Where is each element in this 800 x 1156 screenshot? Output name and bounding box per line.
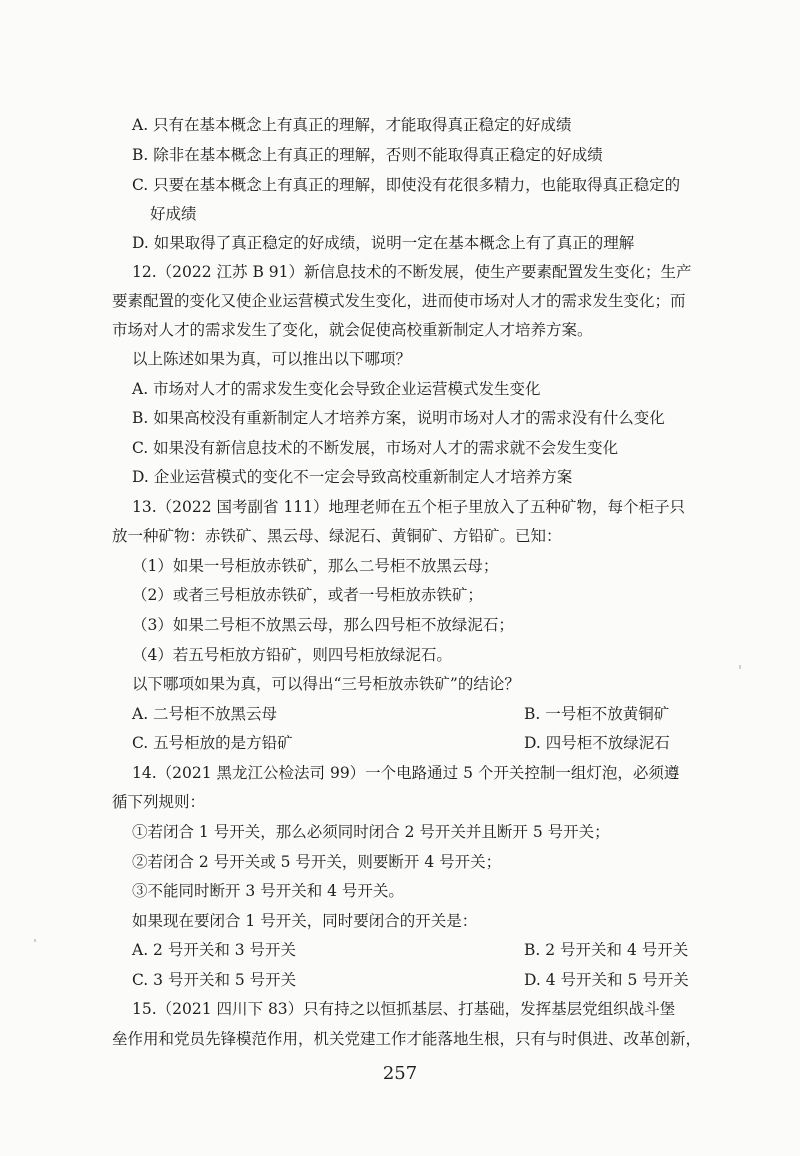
q13-option-d: D. 四号柜不放绿泥石	[524, 734, 670, 752]
q14-options-row-2	[132, 970, 712, 990]
q13-condition-1: （1）如果一号柜放赤铁矿，那么二号柜不放黑云母；	[132, 557, 499, 575]
q12-option-d: D. 企业运营模式的变化不一定会导致高校重新制定人才培养方案	[132, 468, 573, 486]
q13-condition-3: （3）如果二号柜不放黑云母，那么四号柜不放绿泥石；	[132, 616, 514, 634]
q13-option-a: A. 二号柜不放黑云母	[132, 705, 278, 723]
q13-options-row-2	[132, 733, 712, 753]
q12-stem-line-1: 12.（2022 江苏 B 91）新信息技术的不断发展，使生产要素配置发生变化；生产	[132, 263, 692, 281]
q13-option-b: B. 一号柜不放黄铜矿	[524, 705, 670, 723]
q13-option-c: C. 五号柜放的是方铅矿	[132, 734, 293, 752]
q11-option-c-continued: 好成绩	[150, 205, 197, 223]
q13-question: 以下哪项如果为真，可以得出“三号柜放赤铁矿”的结论？	[132, 675, 520, 693]
q14-stem-line-1: 14.（2021 黑龙江公检法司 99）一个电路通过 5 个开关控制一组灯泡，必须遵	[132, 764, 680, 782]
q12-stem-line-2: 要素配置的变化又使企业运营模式发生变化，进而使市场对人才的需求发生变化；而	[112, 292, 686, 310]
q14-stem-line-2: 循下列规则：	[112, 793, 206, 811]
q14-rule-2: ②若闭合 2 号开关或 5 号开关，则要断开 4 号开关；	[132, 853, 502, 871]
q13-stem-line-2: 放一种矿物：赤铁矿、黑云母、绿泥石、黄铜矿、方铅矿。已知：	[112, 527, 562, 545]
scan-speck	[739, 665, 741, 669]
q13-options-row-1	[132, 704, 712, 724]
q14-option-b: B. 2 号开关和 4 号开关	[524, 941, 689, 959]
q14-option-d: D. 4 号开关和 5 号开关	[524, 971, 689, 989]
q12-option-b: B. 如果高校没有重新制定人才培养方案，说明市场对人才的需求没有什么变化	[132, 409, 665, 427]
q13-condition-4: （4）若五号柜放方铅矿，则四号柜放绿泥石。	[132, 646, 452, 664]
q11-option-a: A. 只有在基本概念上有真正的理解，才能取得真正稳定的好成绩	[132, 116, 572, 134]
q14-question: 如果现在要闭合 1 号开关，同时要闭合的开关是：	[132, 912, 478, 930]
q12-question: 以上陈述如果为真，可以推出以下哪项？	[132, 350, 412, 368]
page-number: 257	[382, 1063, 418, 1084]
q12-option-c: C. 如果没有新信息技术的不断发展，市场对人才的需求就不会发生变化	[132, 439, 619, 457]
q14-option-a: A. 2 号开关和 3 号开关	[132, 941, 297, 959]
q14-options-row-1	[132, 940, 712, 960]
q11-option-b: B. 除非在基本概念上有真正的理解，否则不能取得真正稳定的好成绩	[132, 146, 603, 164]
q14-option-c: C. 3 号开关和 5 号开关	[132, 971, 297, 989]
q13-condition-2: （2）或者三号柜放赤铁矿，或者一号柜放赤铁矿；	[132, 586, 483, 604]
q15-stem-line-1: 15.（2021 四川下 83）只有持之以恒抓基层、打基础，发挥基层党组织战斗堡	[132, 1000, 676, 1018]
scan-speck	[34, 939, 36, 942]
q15-stem-line-2: 垒作用和党员先锋模范作用，机关党建工作才能落地生根，只有与时俱进、改革创新，	[112, 1030, 702, 1048]
q13-stem-line-1: 13.（2022 国考副省 111）地理老师在五个柜子里放入了五种矿物，每个柜子只	[132, 498, 686, 516]
q12-stem-line-3: 市场对人才的需求发生了变化，就会促使高校重新制定人才培养方案。	[112, 321, 593, 339]
q14-rule-1: ①若闭合 1 号开关，那么必须同时闭合 2 号开关并且断开 5 号开关；	[132, 823, 610, 841]
q14-rule-3: ③不能同时断开 3 号开关和 4 号开关。	[132, 882, 404, 900]
q11-option-c: C. 只要在基本概念上有真正的理解，即使没有花很多精力，也能取得真正稳定的	[132, 176, 681, 194]
q11-option-d: D. 如果取得了真正稳定的好成绩，说明一定在基本概念上有了真正的理解	[132, 234, 635, 252]
q12-option-a: A. 市场对人才的需求发生变化会导致企业运营模式发生变化	[132, 380, 541, 398]
